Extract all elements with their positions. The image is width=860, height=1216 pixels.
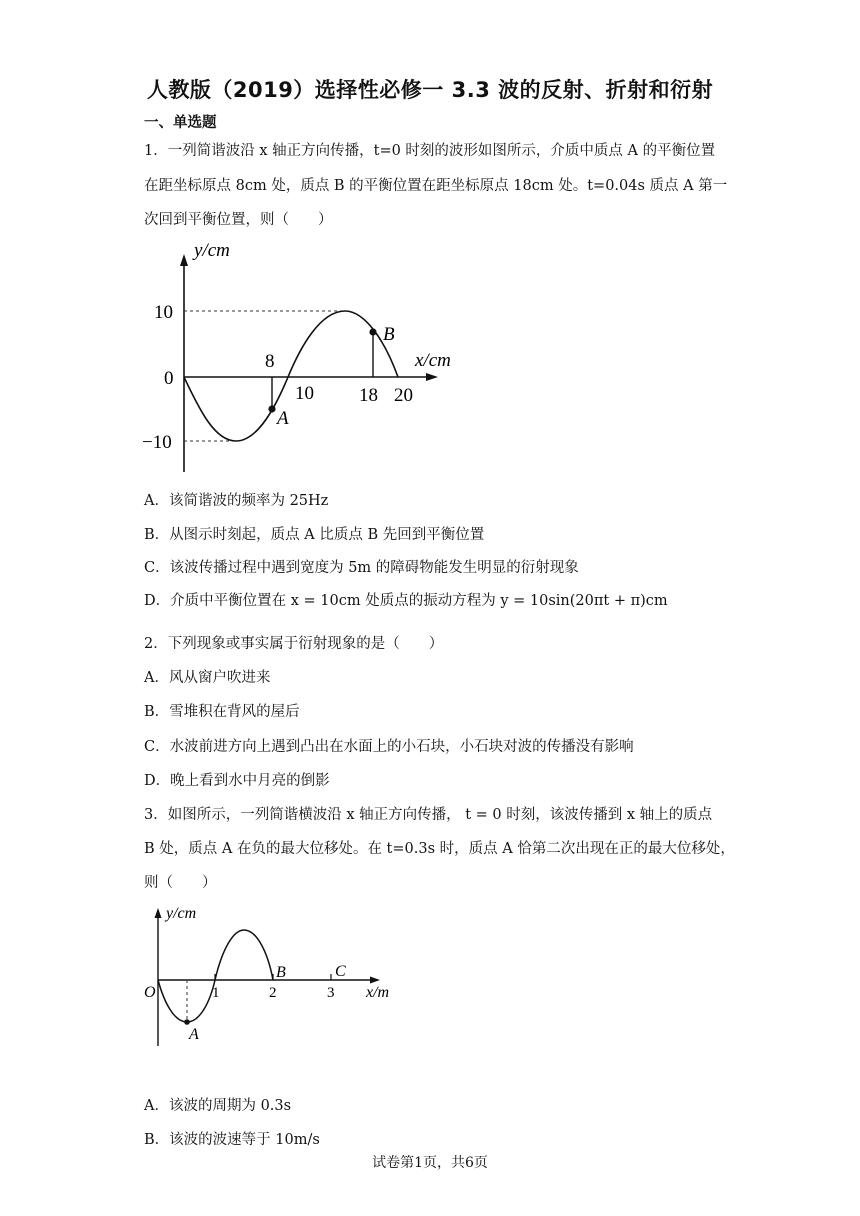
- q1-origin-label: 0: [164, 368, 174, 389]
- q3-y-arrow: [155, 908, 162, 918]
- q1-x-tick-8: 8: [265, 351, 275, 372]
- q3-label-a: A: [189, 1026, 199, 1043]
- q3-stem-line-3: 则（ ）: [144, 875, 217, 891]
- q1-point-a: [268, 405, 275, 412]
- q1-y-arrow: [180, 254, 188, 266]
- q1-x-tick-20: 20: [394, 385, 413, 406]
- q1-x-arrow: [426, 373, 438, 381]
- q3-point-a: [184, 1019, 190, 1025]
- q3-stem-line-1: 3．如图所示，一列简谐横波沿 x 轴正方向传播， t = 0 时刻，该波传播到 x 轴上的质点: [144, 807, 713, 823]
- q3-label-b: B: [276, 964, 286, 981]
- q3-stem-line-2: B 处，质点 A 在负的最大位移处。在 t=0.3s 时，质点 A 恰第二次出现在正的最大位移处，: [144, 841, 735, 857]
- q1-x-tick-18: 18: [359, 385, 378, 406]
- q2-option-d[interactable]: D．晚上看到水中月亮的倒影: [144, 773, 330, 789]
- q1-y-tick-10: 10: [154, 302, 173, 323]
- q1-option-b[interactable]: B．从图示时刻起，质点 A 比质点 B 先回到平衡位置: [144, 527, 485, 543]
- q3-x-arrow: [370, 977, 380, 984]
- q3-x-tick-3: 3: [327, 985, 335, 1001]
- q3-wave-figure: [140, 898, 410, 1053]
- q1-label-b: B: [383, 324, 395, 345]
- q1-wave-curve: [184, 311, 398, 441]
- q1-label-a: A: [277, 408, 289, 429]
- q1-y-tick-neg10: −10: [142, 432, 172, 453]
- q2-stem: 2．下列现象或事实属于衍射现象的是（ ）: [144, 636, 444, 652]
- q2-option-a[interactable]: A．风从窗户吹进来: [144, 670, 271, 686]
- q3-label-c: C: [335, 963, 346, 980]
- q3-option-a[interactable]: A．该波的周期为 0.3s: [144, 1098, 292, 1114]
- q1-point-b: [369, 328, 376, 335]
- q1-stem-line-2: 在距坐标原点 8cm 处，质点 B 的平衡位置在距坐标原点 18cm 处。t=0.04s 质点 A 第一: [144, 178, 728, 194]
- q1-option-a[interactable]: A．该简谐波的频率为 25Hz: [144, 493, 329, 509]
- q1-option-c[interactable]: C．该波传播过程中遇到宽度为 5m 的障碍物能发生明显的衍射现象: [144, 560, 579, 576]
- q1-wave-figure: [140, 236, 470, 481]
- q1-option-d[interactable]: D．介质中平衡位置在 x = 10cm 处质点的振动方程为 y = 10sin(20πt + π)cm: [144, 593, 668, 609]
- page-footer: 试卷第1页，共6页: [372, 1155, 488, 1171]
- q3-origin-label: O: [144, 984, 156, 1001]
- q2-option-b[interactable]: B．雪堆积在背风的屋后: [144, 704, 300, 720]
- q3-y-label: y/cm: [166, 905, 197, 922]
- page-title: 人教版（2019）选择性必修一 3.3 波的反射、折射和衍射: [146, 78, 714, 102]
- q3-option-b[interactable]: B．该波的波速等于 10m/s: [144, 1132, 320, 1148]
- q3-x-tick-2: 2: [269, 985, 277, 1001]
- q1-y-label: y/cm: [194, 240, 230, 261]
- q3-x-label: x/m: [366, 984, 390, 1001]
- q2-option-c[interactable]: C．水波前进方向上遇到凸出在水面上的小石块，小石块对波的传播没有影响: [144, 739, 634, 755]
- section-heading: 一、单选题: [144, 114, 217, 131]
- q1-stem-line-3: 次回到平衡位置，则（ ）: [144, 212, 333, 228]
- q1-x-label: x/cm: [415, 350, 451, 371]
- q1-stem-line-1: 1．一列简谐波沿 x 轴正方向传播，t=0 时刻的波形如图所示，介质中质点 A 的平衡位置: [144, 143, 716, 159]
- q1-x-tick-10: 10: [295, 383, 314, 404]
- q3-x-tick-1: 1: [212, 985, 220, 1001]
